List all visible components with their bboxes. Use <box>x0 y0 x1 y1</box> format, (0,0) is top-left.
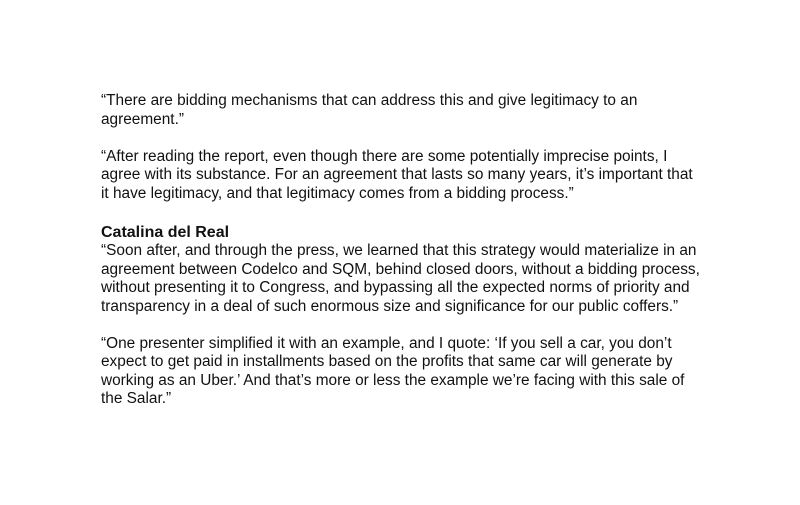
document-body <box>101 92 701 409</box>
speaker-name: Catalina del Real <box>101 223 230 241</box>
quote-paragraph: “One presenter simplified it with an example, and I quote: ‘If you sell a car, you don’t expect to get paid in installments based on the profits that same car will generate by working as an Uber.’ And that’s more or less the example we’re facing with this sale of the Salar.” <box>101 334 685 407</box>
quote-paragraph: “Soon after, and through the press, we learned that this strategy would materialize in an agreement between Codelco and SQM, behind closed doors, without a bidding process, without presenting it to Congress, and bypassing all the expected norms of priority and transparency in a deal of such enormous size and significance for our public coffers.” <box>101 242 700 315</box>
quote-paragraph: “After reading the report, even though there are some potentially imprecise points, I agree with its substance. For an agreement that lasts so many years, it’s important that it have legitimacy, and that legitimacy comes from a bidding process.” <box>101 147 693 202</box>
quote-paragraph: “There are bidding mechanisms that can address this and give legitimacy to an agreement.” <box>101 92 638 128</box>
paragraph-spacer <box>101 203 701 222</box>
paragraph-spacer <box>101 129 701 148</box>
paragraph-spacer <box>101 316 701 335</box>
